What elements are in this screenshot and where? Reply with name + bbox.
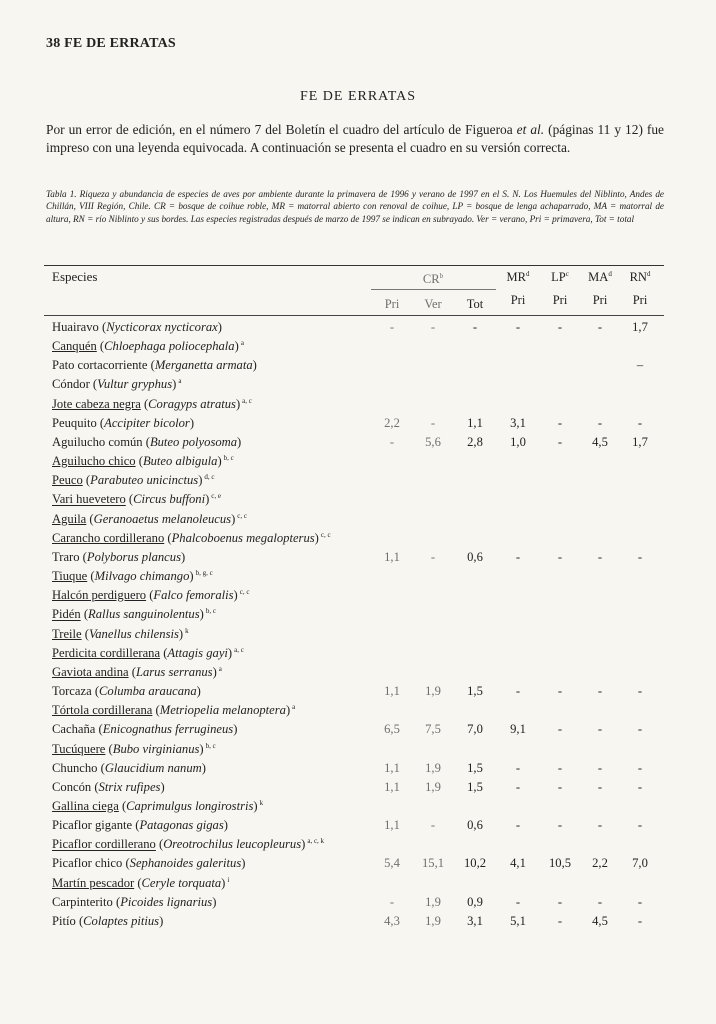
- species-common-name: Aguilucho común: [52, 434, 143, 449]
- species-scientific-name: Attagis gayi: [167, 645, 228, 660]
- species-scientific-name: Picoides lignarius: [120, 894, 213, 909]
- intro-text-1: Por un error de edición, en el número 7 del Boletín el cuadro del artículo de Figueroa: [46, 122, 517, 137]
- group-header-ma: $MA^d$: [588, 270, 612, 285]
- species-name: Martín pescador (Ceryle torquata) $^i$: [52, 875, 230, 890]
- species-common-name: Picaflor gigante: [52, 818, 133, 833]
- species-name: Treile (Vanellus chilensis) $^k$: [52, 626, 189, 641]
- table-row: [0, 607, 716, 626]
- species-name: Halcón perdiguero (Falco femoralis) $^{c, c}$: [52, 588, 250, 603]
- table-row: [0, 876, 716, 895]
- table-cell: -: [637, 894, 643, 909]
- species-name: Cachaña (Enicognathus ferrugineus): [52, 722, 238, 737]
- species-scientific-name: Sephanoides galeritus: [129, 856, 242, 871]
- species-footnote-mark: b, c: [205, 741, 216, 750]
- table-row: [0, 492, 716, 511]
- species-common-name: Gaviota andina: [52, 665, 129, 680]
- table-row: [0, 512, 716, 531]
- species-name: Aguila (Geranoaetus melanoleucus) $^{c, c}$: [52, 511, 248, 526]
- table-cell: 0,6: [467, 549, 483, 564]
- species-common-name: Peuquito: [52, 415, 97, 430]
- species-scientific-name: Nycticorax nycticorax: [106, 320, 218, 334]
- table-cell: –: [636, 358, 644, 373]
- table-cell: 1,9: [425, 779, 441, 794]
- species-common-name: Treile: [52, 626, 82, 641]
- species-common-name: Concón: [52, 779, 92, 794]
- species-scientific-name: Buteo albigula: [142, 454, 218, 469]
- species-footnote-mark: a: [218, 664, 222, 673]
- species-scientific-name: Geranoaetus melanoleucus: [93, 511, 232, 526]
- species-name: Chuncho (Glaucidium nanum): [52, 760, 206, 775]
- species-common-name: Jote cabeza negra: [52, 396, 141, 411]
- species-name: Tiuque (Milvago chimango) $^{b, g, c}$: [52, 569, 213, 584]
- species-scientific-name: Vultur gryphus: [97, 377, 173, 392]
- species-footnote-mark: i: [227, 875, 230, 884]
- table-cell: 9,1: [510, 722, 526, 737]
- species-common-name: Picaflor cordillerano: [52, 837, 156, 852]
- table-row: [0, 627, 716, 646]
- table-cell: 10,2: [463, 856, 487, 871]
- table-cell: -: [557, 913, 563, 928]
- table-cell: 4,1: [510, 856, 526, 871]
- species-name: Peuquito (Accipiter bicolor): [52, 415, 195, 430]
- table-cell: -: [637, 760, 643, 775]
- species-footnote-mark: k: [259, 799, 264, 807]
- species-common-name: Huairavo: [52, 320, 99, 334]
- species-footnote-mark: c, c: [320, 530, 331, 539]
- table-row: [0, 665, 716, 684]
- table-cell: -: [389, 434, 395, 449]
- table-cell: -: [515, 549, 521, 564]
- species-scientific-name: Metriopelia melanoptera: [159, 703, 286, 718]
- species-name: Gaviota andina (Larus serranus) $^a$: [52, 664, 222, 680]
- table-row: [0, 358, 716, 377]
- species-scientific-name: Ceryle torquata: [141, 875, 222, 890]
- table-cell: -: [597, 415, 603, 430]
- table-row: [0, 799, 716, 818]
- table-cell: 1,5: [467, 779, 483, 794]
- table-cell: -: [430, 415, 436, 430]
- species-name: Cóndor (Vultur gryphus) $^a$: [52, 377, 182, 392]
- table-cell: 1,1: [384, 779, 400, 794]
- species-common-name: Cachaña: [52, 722, 96, 737]
- species-common-name: Tucúquere: [52, 741, 106, 756]
- species-name: Tucúquere (Bubo virginianus) $^{b, c}$: [52, 741, 216, 756]
- species-name: Huairavo (Nycticorax nycticorax): [52, 320, 222, 334]
- table-cell: -: [557, 779, 563, 794]
- species-common-name: Picaflor chico: [52, 856, 123, 871]
- table-cell: -: [597, 894, 603, 909]
- table-cell: -: [557, 415, 563, 430]
- species-footnote-mark: a, c, k: [307, 837, 325, 846]
- table-cell: 0,9: [467, 894, 483, 909]
- species-scientific-name: Caprimulgus longirostris: [126, 799, 254, 814]
- table-cell: 10,5: [548, 856, 572, 871]
- species-scientific-name: Circus buffoni: [133, 492, 206, 507]
- table-row: [0, 703, 716, 722]
- cr-group-rule: [371, 289, 496, 290]
- table-cell: 7,0: [632, 856, 648, 871]
- table-row: [0, 722, 716, 741]
- species-common-name: Torcaza: [52, 684, 92, 699]
- species-common-name: Peuco: [52, 473, 83, 488]
- table-cell: 1,9: [425, 913, 441, 928]
- table-row: [0, 377, 716, 396]
- intro-text-2: (páginas 11 y 12) fue impreso con una leyenda equivocada. A continuación se presenta el cuadro en su versión correcta.: [46, 122, 665, 155]
- table-row: [0, 914, 716, 933]
- table-row: [0, 588, 716, 607]
- table-row: [0, 684, 716, 703]
- species-name: Carpinterito (Picoides lignarius): [52, 894, 217, 909]
- table-row: [0, 416, 716, 435]
- table-cell: -: [557, 894, 563, 909]
- table-cell: -: [557, 434, 563, 449]
- species-column-header: Especies: [52, 269, 98, 284]
- table-cell: -: [597, 320, 603, 334]
- species-scientific-name: Patagonas gigas: [139, 818, 224, 833]
- species-scientific-name: Chloephaga poliocephala: [104, 339, 235, 354]
- erratum-title: FE DE ERRATAS: [299, 89, 417, 104]
- table-cell: -: [557, 684, 563, 699]
- species-footnote-mark: a, c: [234, 645, 244, 654]
- species-common-name: Canquén: [52, 339, 97, 354]
- table-cell: -: [515, 818, 521, 833]
- table-cell: 1,7: [632, 320, 648, 334]
- species-common-name: Tórtola cordillerana: [52, 703, 153, 718]
- species-name: Pitío (Colaptes pitius): [52, 913, 164, 928]
- table-cell: -: [472, 320, 478, 334]
- species-name: Carancho cordillerano (Phalcoboenus megalopterus) $^{c, c}$: [52, 530, 331, 545]
- table-cell: 7,5: [425, 722, 441, 737]
- species-name: Picaflor gigante (Patagonas gigas): [52, 818, 228, 833]
- table-cell: -: [430, 818, 436, 833]
- species-scientific-name: Oreotrochilus leucopleurus: [163, 837, 302, 852]
- species-common-name: Halcón perdiguero: [52, 588, 147, 603]
- subheader-cr-ver: Ver: [424, 297, 442, 311]
- table-row: [0, 320, 716, 339]
- table-cell: 0,6: [467, 818, 483, 833]
- table-cell: 1,1: [384, 760, 400, 775]
- table-cell: -: [389, 320, 395, 334]
- species-common-name: Carpinterito: [52, 894, 113, 909]
- table-row: [0, 531, 716, 550]
- table-cell: -: [515, 894, 521, 909]
- table-row: [0, 646, 716, 665]
- group-header-mr: $MR^d$: [506, 270, 530, 285]
- species-scientific-name: Enicognathus ferrugineus: [102, 722, 234, 737]
- subheader-ma-pri: Pri: [592, 293, 608, 307]
- species-footnote-mark: d, c: [204, 473, 215, 482]
- species-scientific-name: Vanellus chilensis: [88, 626, 179, 641]
- intro-paragraph: [46, 121, 664, 157]
- table-cell: -: [597, 549, 603, 564]
- table-cell: -: [637, 818, 643, 833]
- species-scientific-name: Milvago chimango: [94, 569, 190, 584]
- species-footnote-mark: b, g, c: [195, 569, 213, 578]
- species-common-name: Vari huevetero: [52, 492, 126, 507]
- species-footnote-mark: c, c: [239, 588, 250, 597]
- species-common-name: Pidén: [52, 607, 81, 622]
- table-cell: 1,5: [467, 684, 483, 699]
- table-caption: Tabla 1. Riqueza y abundancia de especies de aves por ambiente durante la primavera de 1996 y verano de 1997 en el S. N. Los Huemules del Niblinto, Andes de Chillán, VIII Región, Chile. CR = bosque de coihue roble, MR = matorral abierto con renoval de coihue, LP = bosque de lenga achaparrado, MA = matorral de altura, RN = río Niblinto y sus bordes. Las especies registradas después de marzo de 1997 se indican en subrayado. Ver = verano, Pri = primavera, Tot = total: [46, 189, 664, 224]
- species-name: Pidén (Rallus sanguinolentus) $^{b, c}$: [52, 607, 216, 622]
- species-name: Aguilucho común (Buteo polyosoma): [52, 434, 242, 449]
- table-row: [0, 397, 716, 416]
- table-cell: -: [637, 415, 643, 430]
- species-common-name: Pitío: [52, 913, 76, 928]
- species-name: Torcaza (Columba araucana): [52, 684, 201, 699]
- table-cell: -: [597, 722, 603, 737]
- table-row: [0, 569, 716, 588]
- table-cell: 1,9: [425, 684, 441, 699]
- species-footnote-mark: b, c: [223, 454, 234, 463]
- table-cell: 15,1: [421, 856, 445, 871]
- table-row: [0, 761, 716, 780]
- species-scientific-name: Rallus sanguinolentus: [88, 607, 200, 622]
- table-cell: 1,5: [467, 760, 483, 775]
- subheader-lp-pri: Pri: [552, 293, 568, 307]
- species-scientific-name: Columba araucana: [99, 684, 197, 699]
- species-name: Picaflor cordillerano (Oreotrochilus leucopleurus) $^{a, c, k}$: [52, 837, 325, 852]
- species-scientific-name: Colaptes pitius: [83, 913, 160, 928]
- table-cell: -: [515, 320, 521, 334]
- species-footnote-mark: k: [185, 626, 189, 635]
- table-cell: 2,2: [592, 856, 608, 871]
- table-cell: 1,1: [384, 684, 400, 699]
- table-cell: 1,9: [425, 760, 441, 775]
- table-cell: -: [597, 779, 603, 794]
- table-cell: 5,1: [510, 913, 526, 928]
- table-cell: 1,0: [510, 434, 526, 449]
- table-cell: 1,1: [467, 415, 483, 430]
- table-header-rule: [44, 315, 664, 316]
- table-cell: 5,4: [384, 856, 400, 871]
- species-scientific-name: Parabuteo unicinctus: [90, 473, 199, 488]
- table-cell: 3,1: [510, 415, 526, 430]
- species-common-name: Aguilucho chico: [52, 454, 136, 469]
- species-name: Aguilucho chico (Buteo albigula) $^{b, c}$: [52, 454, 234, 469]
- species-scientific-name: Merganetta armata: [154, 358, 253, 373]
- table-cell: -: [515, 760, 521, 775]
- table-cell: 2,2: [384, 415, 400, 430]
- table-cell: 4,3: [384, 913, 400, 928]
- table-row: [0, 339, 716, 358]
- species-footnote-mark: c, e: [211, 492, 221, 501]
- table-row: [0, 742, 716, 761]
- table-row: [0, 454, 716, 473]
- species-name: Pato cortacorriente (Merganetta armata): [52, 358, 257, 373]
- table-row: [0, 837, 716, 856]
- species-scientific-name: Falco femoralis: [153, 588, 234, 603]
- species-name: Peuco (Parabuteo unicinctus) $^{d, c}$: [52, 473, 215, 488]
- species-common-name: Martín pescador: [52, 875, 135, 890]
- species-scientific-name: Polyborus plancus: [86, 549, 181, 564]
- species-name: Perdicita cordillerana (Attagis gayi) $^{a, c}$: [52, 645, 244, 660]
- table-cell: -: [637, 913, 643, 928]
- group-header-cr: $CR^b$: [422, 272, 444, 287]
- species-name: Vari huevetero (Circus buffoni) $^{c, e}$: [52, 492, 221, 507]
- species-name: Gallina ciega (Caprimulgus longirostris) $^k$: [52, 799, 264, 814]
- table-cell: 4,5: [592, 913, 608, 928]
- subheader-cr-tot: Tot: [466, 297, 484, 311]
- table-cell: 1,1: [384, 549, 400, 564]
- table-row: [0, 435, 716, 454]
- species-common-name: Pato cortacorriente: [52, 358, 148, 373]
- table-row: [0, 895, 716, 914]
- species-common-name: Gallina ciega: [52, 799, 119, 814]
- table-cell: 1,9: [425, 894, 441, 909]
- table-cell: -: [597, 684, 603, 699]
- species-footnote-mark: c, c: [237, 511, 248, 520]
- species-common-name: Chuncho: [52, 760, 98, 775]
- table-cell: -: [515, 779, 521, 794]
- table-cell: 7,0: [467, 722, 483, 737]
- species-scientific-name: Strix rufipes: [98, 779, 161, 794]
- table-row: [0, 856, 716, 875]
- species-scientific-name: Larus serranus: [135, 665, 213, 680]
- table-cell: 2,8: [467, 434, 483, 449]
- species-common-name: Traro: [52, 549, 80, 564]
- species-scientific-name: Buteo polyosoma: [149, 434, 238, 449]
- subheader-rn-pri: Pri: [632, 293, 648, 307]
- table-row: [0, 818, 716, 837]
- table-cell: -: [557, 818, 563, 833]
- species-name: Concón (Strix rufipes): [52, 779, 165, 794]
- table-cell: -: [515, 684, 521, 699]
- table-cell: -: [637, 549, 643, 564]
- table-cell: -: [430, 320, 436, 334]
- table-cell: -: [597, 818, 603, 833]
- group-header-rn: $RN^d$: [629, 270, 651, 285]
- table-cell: -: [637, 684, 643, 699]
- table-cell: 1,1: [384, 818, 400, 833]
- species-name: Canquén (Chloephaga poliocephala) $^a$: [52, 339, 244, 354]
- species-scientific-name: Bubo virginianus: [112, 741, 200, 756]
- table-cell: 3,1: [467, 913, 483, 928]
- table-cell: -: [389, 894, 395, 909]
- species-scientific-name: Glaucidium nanum: [104, 760, 202, 775]
- table-cell: -: [557, 549, 563, 564]
- species-common-name: Aguila: [52, 511, 87, 526]
- species-footnote-mark: a: [240, 339, 244, 348]
- species-name: Traro (Polyborus plancus): [52, 549, 186, 564]
- subheader-cr-pri: Pri: [384, 297, 400, 311]
- group-header-lp: $LP^c$: [551, 270, 569, 285]
- species-footnote-mark: a: [178, 377, 182, 386]
- table-cell: 4,5: [592, 434, 608, 449]
- table-cell: -: [430, 549, 436, 564]
- species-footnote-mark: a: [292, 703, 296, 712]
- table-cell: -: [637, 722, 643, 737]
- species-common-name: Tiuque: [52, 569, 88, 584]
- species-scientific-name: Accipiter bicolor: [104, 415, 190, 430]
- species-name: Jote cabeza negra (Coragyps atratus) $^{a, c}$: [52, 396, 252, 411]
- table-row: [0, 780, 716, 799]
- species-common-name: Perdicita cordillerana: [52, 645, 161, 660]
- table-cell: -: [637, 779, 643, 794]
- page-header: 38 FE DE ERRATAS: [46, 36, 176, 51]
- table-cell: -: [557, 760, 563, 775]
- species-common-name: Carancho cordillerano: [52, 530, 165, 545]
- table-cell: 6,5: [384, 722, 400, 737]
- species-common-name: Cóndor: [52, 377, 90, 392]
- species-name: Picaflor chico (Sephanoides galeritus): [52, 856, 246, 871]
- intro-italic: et al.: [516, 122, 545, 137]
- table-cell: 5,6: [425, 434, 441, 449]
- subheader-mr-pri: Pri: [510, 293, 526, 307]
- species-name: Tórtola cordillerana (Metriopelia melanoptera) $^a$: [52, 703, 296, 718]
- species-footnote-mark: b, c: [205, 607, 216, 616]
- table-row: [0, 473, 716, 492]
- table-cell: -: [597, 760, 603, 775]
- species-scientific-name: Phalcoboenus megalopterus: [171, 530, 315, 545]
- table-cell: 1,7: [632, 434, 648, 449]
- table-cell: -: [557, 722, 563, 737]
- species-scientific-name: Coragyps atratus: [148, 396, 236, 411]
- table-cell: -: [557, 320, 563, 334]
- species-footnote-mark: a, c: [242, 396, 252, 405]
- table-top-rule: [44, 265, 664, 266]
- table-row: [0, 550, 716, 569]
